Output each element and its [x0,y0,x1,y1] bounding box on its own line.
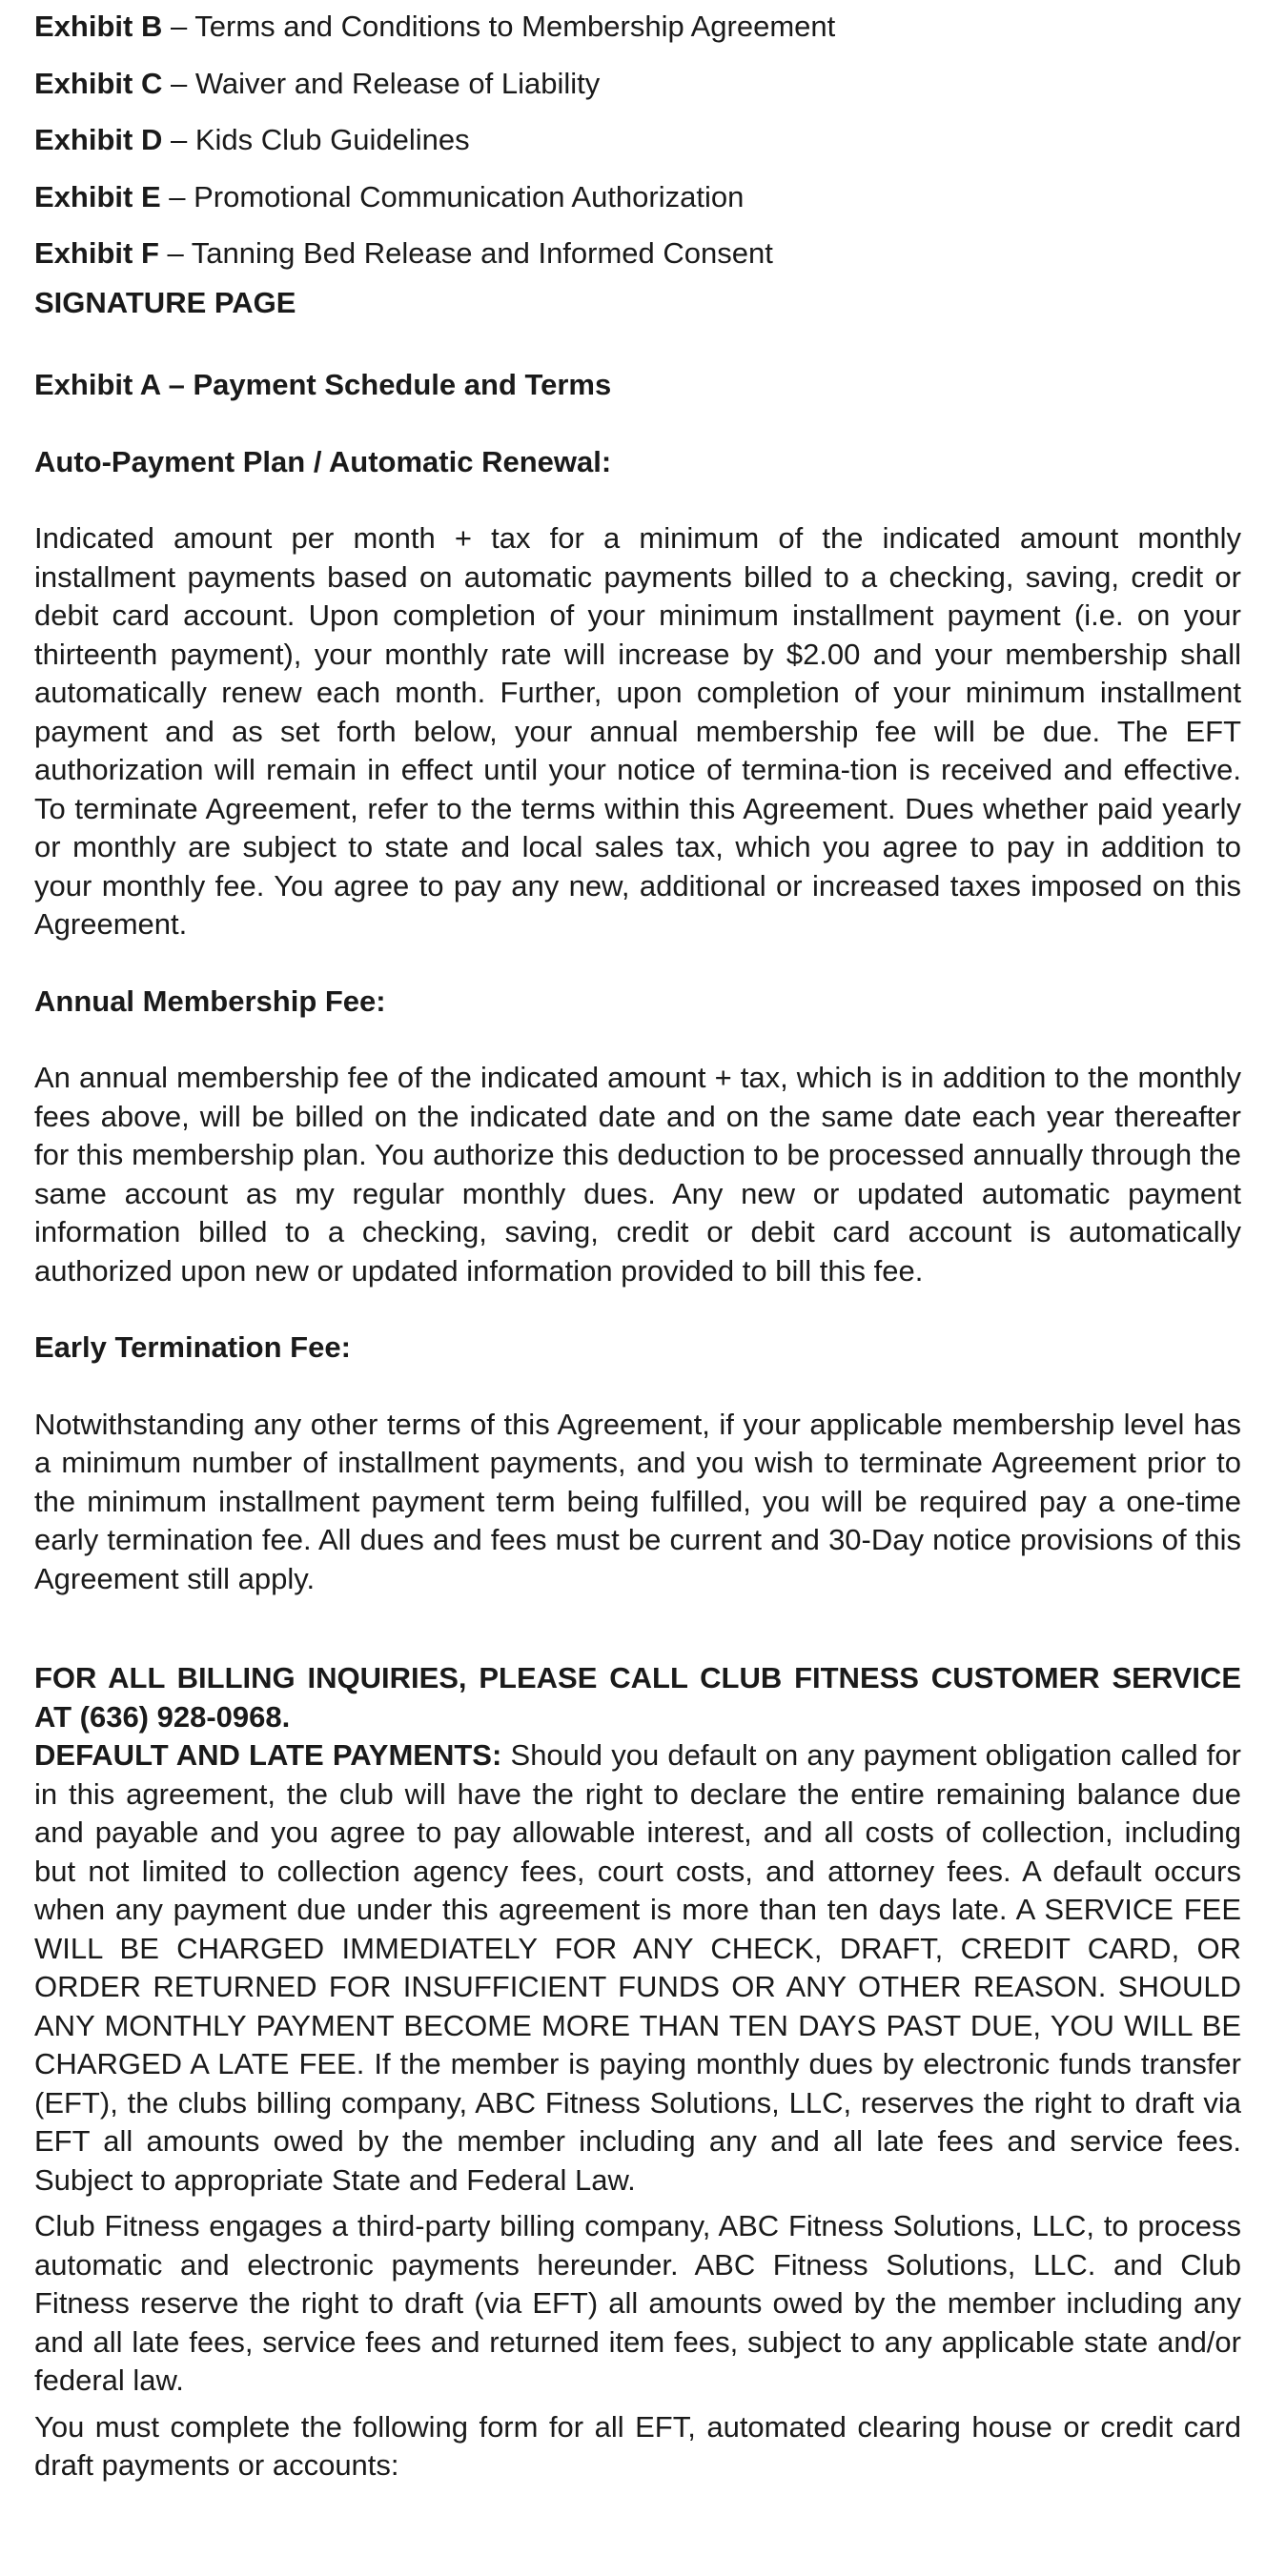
exhibit-item [34,8,1241,47]
exhibit-item [34,121,1241,160]
exhibit-separator: – [158,236,192,270]
exhibit-label: Exhibit C [34,66,163,100]
exhibit-list [34,8,1241,274]
exhibit-item [34,178,1241,217]
exhibit-label: Exhibit E [34,179,161,213]
exhibit-title: Waiver and Release of Liability [194,66,601,100]
early-termination-heading: Early Termination Fee: [34,1330,351,1364]
exhibit-a-heading: Exhibit A – Payment Schedule and Terms [34,368,612,401]
default-late-payments-body: Should you default on any payment obligation called for in this agreement, the club will have the right to declare the entire remaining balance due and payable and you agree to pay allowable interest, and all costs of collection, including but not limited to collection agency fees, court costs, and attorney fees. A default occurs when any payment due under this agreement is more than ten days late. A SERVICE FEE WILL BE CHARGED IMMEDIATELY FOR ANY CHECK, DRAFT, CREDIT CARD, OR ORDER RETURNED FOR INSUFFICIENT FUNDS OR ANY OTHER REASON. SHOULD ANY MONTHLY PAYMENT BECOME MORE THAN TEN DAYS PAST DUE, YOU WILL BE CHARGED A LATE FEE. If the member is paying monthly dues by electronic funds transfer (EFT), the clubs billing company, ABC Fitness Solutions, LLC, reserves the right to draft via EFT all amounts owed by the member including any and all late fees and service fees. Subject to appropriate State and Federal Law. [34,1738,1241,2197]
exhibit-item [34,65,1241,104]
exhibit-title: Terms and Conditions to Membership Agreement [194,10,836,43]
annual-fee-heading: Annual Membership Fee: [34,984,386,1018]
billing-inquiries-notice: FOR ALL BILLING INQUIRIES, PLEASE CALL CLUB FITNESS CUSTOMER SERVICE AT (636) 928-0968. [34,1661,1241,1734]
early-termination-body: Notwithstanding any other terms of this Agreement, if your applicable membership level has a minimum number of installment payments, and you wish to terminate Agreement prior to the minimum installment payment term being fulfilled, you will be required pay a one-time early termination fee. All dues and fees must be current and 30-Day notice provisions of this Agreement still apply. [34,1407,1241,1595]
exhibit-label: Exhibit D [34,123,163,156]
auto-payment-heading: Auto-Payment Plan / Automatic Renewal: [34,444,612,478]
exhibit-title: Promotional Communication Authorization [194,179,745,213]
exhibit-item [34,234,1241,274]
signature-page-heading: SIGNATURE PAGE [34,285,296,319]
eft-form-note: You must complete the following form for all EFT, automated clearing house or credit card draft payments or accounts: [34,2409,1241,2482]
exhibit-title: Kids Club Guidelines [194,123,470,156]
exhibit-title: Tanning Bed Release and Informed Consent [191,236,773,270]
auto-payment-body: Indicated amount per month + tax for a minimum of the indicated amount monthly installment payments based on automatic payments billed to a checking, saving, credit or debit card account. Upon completion of your minimum installment payment (i.e. on your thirteenth payment), your monthly rate will increase by $2.00 and your membership shall automatically renew each month. Further, upon completion of your minimum installment payment and as set forth below, your annual membership fee will be due. The EFT authorization will remain in effect until your notice of termina-tion is received and effective. To terminate Agreement, refer to the terms within this Agreement. Dues whether paid yearly or monthly are subject to state and local sales tax, which you agree to pay in addition to your monthly fee. You agree to pay any new, additional or increased taxes imposed on this Agreement. [34,521,1241,941]
default-late-payments-paragraph [34,1736,1241,2200]
exhibit-separator: – [160,179,194,213]
annual-fee-body: An annual membership fee of the indicated amount + tax, which is in addition to the monthly fees above, will be billed on the indicated date and on the same date each year thereafter for this membership plan. You authorize this deduction to be processed annually through the same account as my regular monthly dues. Any new or updated automatic payment information billed to a checking, saving, credit or debit card account is automatically authorized upon new or updated information provided to bill this fee. [34,1061,1241,1288]
exhibit-separator: – [162,123,195,156]
exhibit-label: Exhibit F [34,236,159,270]
third-party-billing-paragraph: Club Fitness engages a third-party billing company, ABC Fitness Solutions, LLC, to process automatic and electronic payments hereunder. ABC Fitness Solutions, LLC. and Club Fitness reserve the right to draft (via EFT) all amounts owed by the member including any and all late fees, service fees and returned item fees, subject to any applicable state and/or federal law. [34,2209,1241,2397]
exhibit-label: Exhibit B [34,10,163,43]
exhibit-separator: – [162,10,195,43]
default-late-payments-lead: DEFAULT AND LATE PAYMENTS: [34,1738,502,1772]
exhibit-separator: – [162,66,195,100]
